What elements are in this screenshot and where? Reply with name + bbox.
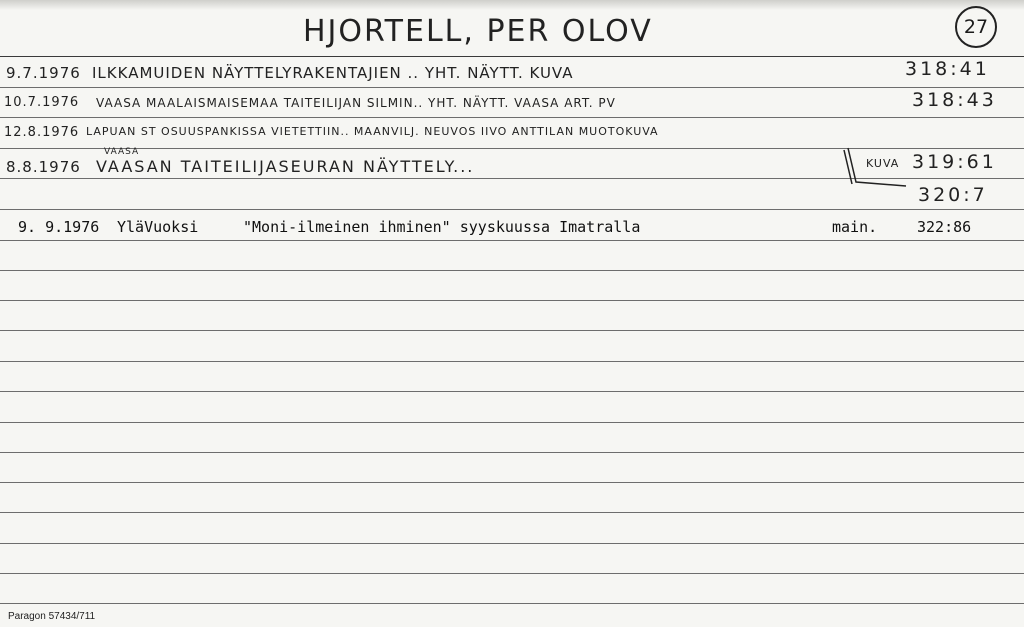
entry-4-ref-prefix: KUVA <box>866 157 900 170</box>
ruled-line <box>0 512 1024 513</box>
ruled-line <box>0 543 1024 544</box>
ruled-line <box>0 270 1024 271</box>
header-rule <box>0 56 1024 57</box>
ruled-line <box>0 117 1024 118</box>
ruled-line <box>0 603 1024 604</box>
entry-2-ref: 318:43 <box>912 89 997 111</box>
ruled-line <box>0 482 1024 483</box>
ruled-line <box>0 87 1024 88</box>
entry-3-date: 12.8.1976 <box>4 125 80 140</box>
typed-entry-text: "Moni-ilmeinen ihminen" syyskuussa Imatralla <box>243 218 641 236</box>
card-number-circle <box>955 6 997 48</box>
entry-4-text: VAASAN TAITEILIJASEURAN NÄYTTELY... <box>96 157 475 176</box>
entry-5-ref: 320:7 <box>918 184 988 206</box>
entry-1-ref: 318:41 <box>905 58 990 80</box>
entry-1-text: ILKKAMUIDEN NÄYTTELYRAKENTAJIEN .. YHT. NÄYTT. KUVA <box>92 64 574 82</box>
top-edge-shadow <box>0 0 1024 10</box>
ruled-line <box>0 422 1024 423</box>
entry-4-date: 8.8.1976 <box>6 158 81 176</box>
entry-2-date: 10.7.1976 <box>4 95 80 110</box>
ruled-line <box>0 452 1024 453</box>
entry-1-date: 9.7.1976 <box>6 64 81 82</box>
card-footer: Paragon 57434/711 <box>8 611 96 622</box>
entry-4-ref: 319:61 <box>912 151 997 173</box>
typed-entry-ref: 322:86 <box>917 218 972 236</box>
ruled-line <box>0 209 1024 210</box>
card-number: 27 <box>963 16 989 38</box>
entry-2-text: VAASA MAALAISMAISEMAA TAITEILIJAN SILMIN.. YHT. NÄYTT. VAASA ART. PV <box>96 96 616 110</box>
ruled-line <box>0 330 1024 331</box>
ruled-line <box>0 240 1024 241</box>
ruled-line <box>0 361 1024 362</box>
typed-entry-paper: YläVuoksi <box>117 218 199 236</box>
ruled-line <box>0 300 1024 301</box>
ruled-line <box>0 391 1024 392</box>
entry-4-note-above: VAASA <box>104 147 140 157</box>
entry-3-text: LAPUAN ST OSUUSPANKISSA VIETETTIIN.. MAANVILJ. NEUVOS IIVO ANTTILAN MUOTOKUVA <box>86 125 659 138</box>
ruled-line <box>0 573 1024 574</box>
typed-entry-date: 9. 9.1976 <box>18 218 100 236</box>
typed-entry-note: main. <box>832 218 878 236</box>
card-title: HJORTELL, PER OLOV <box>303 14 653 49</box>
